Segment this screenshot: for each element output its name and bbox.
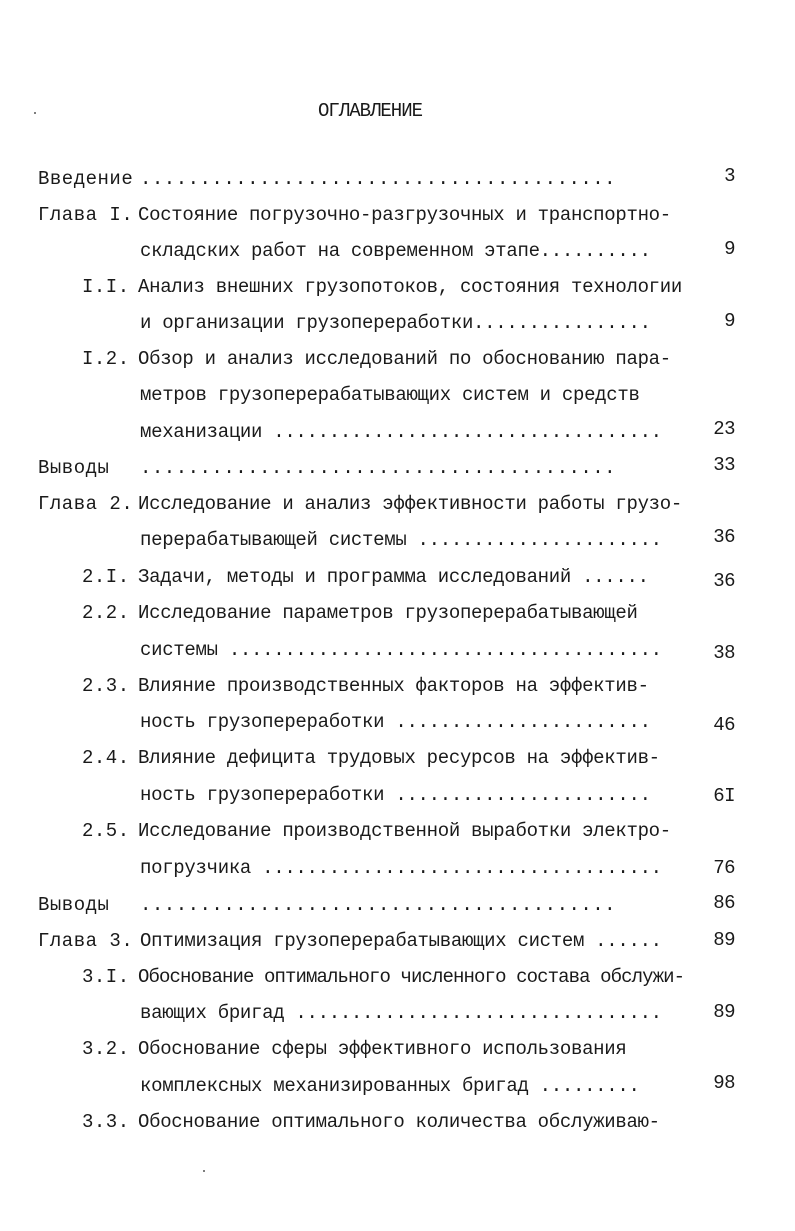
toc-entry-text: Исследование параметров грузоперерабатывающей <box>138 602 638 624</box>
toc-entry-label: I.I. <box>82 276 130 298</box>
toc-entry-label: Глава 3. <box>38 930 134 952</box>
toc-entry-page: 9 <box>724 310 735 332</box>
toc-entry-text: метров грузоперерабатывающих систем и средств <box>140 384 640 406</box>
toc-entry-text: ........................................ <box>140 168 617 190</box>
toc-entry-label: Выводы <box>38 457 110 479</box>
toc-entry-label: 3.2. <box>82 1038 130 1060</box>
toc-entry-text: Обоснование оптимального численного состава обслужи- <box>138 966 685 988</box>
toc-entry-page: 33 <box>713 454 735 476</box>
toc-entry-text: Исследование производственной выработки электро- <box>138 820 671 842</box>
toc-entry-text: Оптимизация грузоперерабатывающих систем ...... <box>140 930 662 952</box>
toc-entry-label: Глава 2. <box>38 493 134 515</box>
toc-entry-page: 38 <box>713 642 735 664</box>
toc-entry-label: Введение <box>38 168 134 190</box>
toc-entry-label: 2.4. <box>82 747 130 769</box>
toc-entry-text: комплексных механизированных бригад ......... <box>140 1075 640 1097</box>
toc-entry-label: I.2. <box>82 348 130 370</box>
toc-entry-label: Выводы <box>38 894 110 916</box>
toc-entry-text: ........................................ <box>140 894 617 916</box>
scan-speck <box>203 1170 205 1172</box>
toc-entry-label: 2.2. <box>82 602 130 624</box>
toc-entry-text: погрузчика .................................... <box>140 857 662 879</box>
toc-entry-page: 9 <box>724 238 735 260</box>
toc-entry-page: 98 <box>713 1072 735 1094</box>
toc-entry-text: Исследование и анализ эффективности работы грузо- <box>138 493 682 515</box>
toc-entry-page: 86 <box>713 892 735 914</box>
toc-entry-text: механизации ................................... <box>140 421 662 443</box>
toc-entry-text: Влияние производственных факторов на эффектив- <box>138 675 649 697</box>
toc-entry-text: ность грузопереработки ....................... <box>140 784 651 806</box>
page-title: ОГЛАВЛЕНИЕ <box>317 100 423 122</box>
toc-entry-label: Глава I. <box>38 204 134 226</box>
toc-entry-text: и организации грузопереработки................ <box>140 312 651 334</box>
toc-entry-page: 89 <box>713 1001 735 1023</box>
toc-entry-label: 2.5. <box>82 820 130 842</box>
toc-entry-text: Задачи, методы и программа исследований ...... <box>138 566 649 588</box>
toc-entry-label: 2.I. <box>82 566 130 588</box>
toc-entry-page: 3 <box>724 165 735 187</box>
toc-entry-page: 6I <box>713 785 735 807</box>
toc-entry-text: ность грузопереработки ....................... <box>140 711 651 733</box>
toc-entry-text: Обоснование оптимального количества обслуживаю- <box>138 1111 660 1133</box>
toc-entry-text: Влияние дефицита трудовых ресурсов на эффектив- <box>138 747 660 769</box>
toc-entry-text: Состояние погрузочно-разгрузочных и транспортно- <box>138 204 671 226</box>
toc-entry-text: вающих бригад ................................. <box>140 1002 662 1024</box>
toc-entry-page: 23 <box>713 418 735 440</box>
toc-entry-text: складских работ на современном этапе.......... <box>140 240 651 262</box>
toc-entry-page: 36 <box>713 570 735 592</box>
toc-entry-text: Анализ внешних грузопотоков, состояния технологии <box>138 276 682 298</box>
toc-entry-label: 2.3. <box>82 675 130 697</box>
toc-entry-text: Обоснование сферы эффективного использования <box>138 1038 627 1060</box>
toc-entry-label: 3.3. <box>82 1111 130 1133</box>
toc-entry-text: системы ....................................... <box>140 639 662 661</box>
toc-entry-page: 89 <box>713 929 735 951</box>
toc-entry-text: ........................................ <box>140 457 617 479</box>
toc-entry-label: 3.I. <box>82 966 130 988</box>
toc-entry-text: Обзор и анализ исследований по обоснованию пара- <box>138 348 671 370</box>
toc-entry-page: 46 <box>713 714 735 736</box>
toc-entry-page: 76 <box>713 857 735 879</box>
toc-entry-page: 36 <box>713 526 735 548</box>
toc-entry-text: перерабатывающей системы ...................... <box>140 529 662 551</box>
